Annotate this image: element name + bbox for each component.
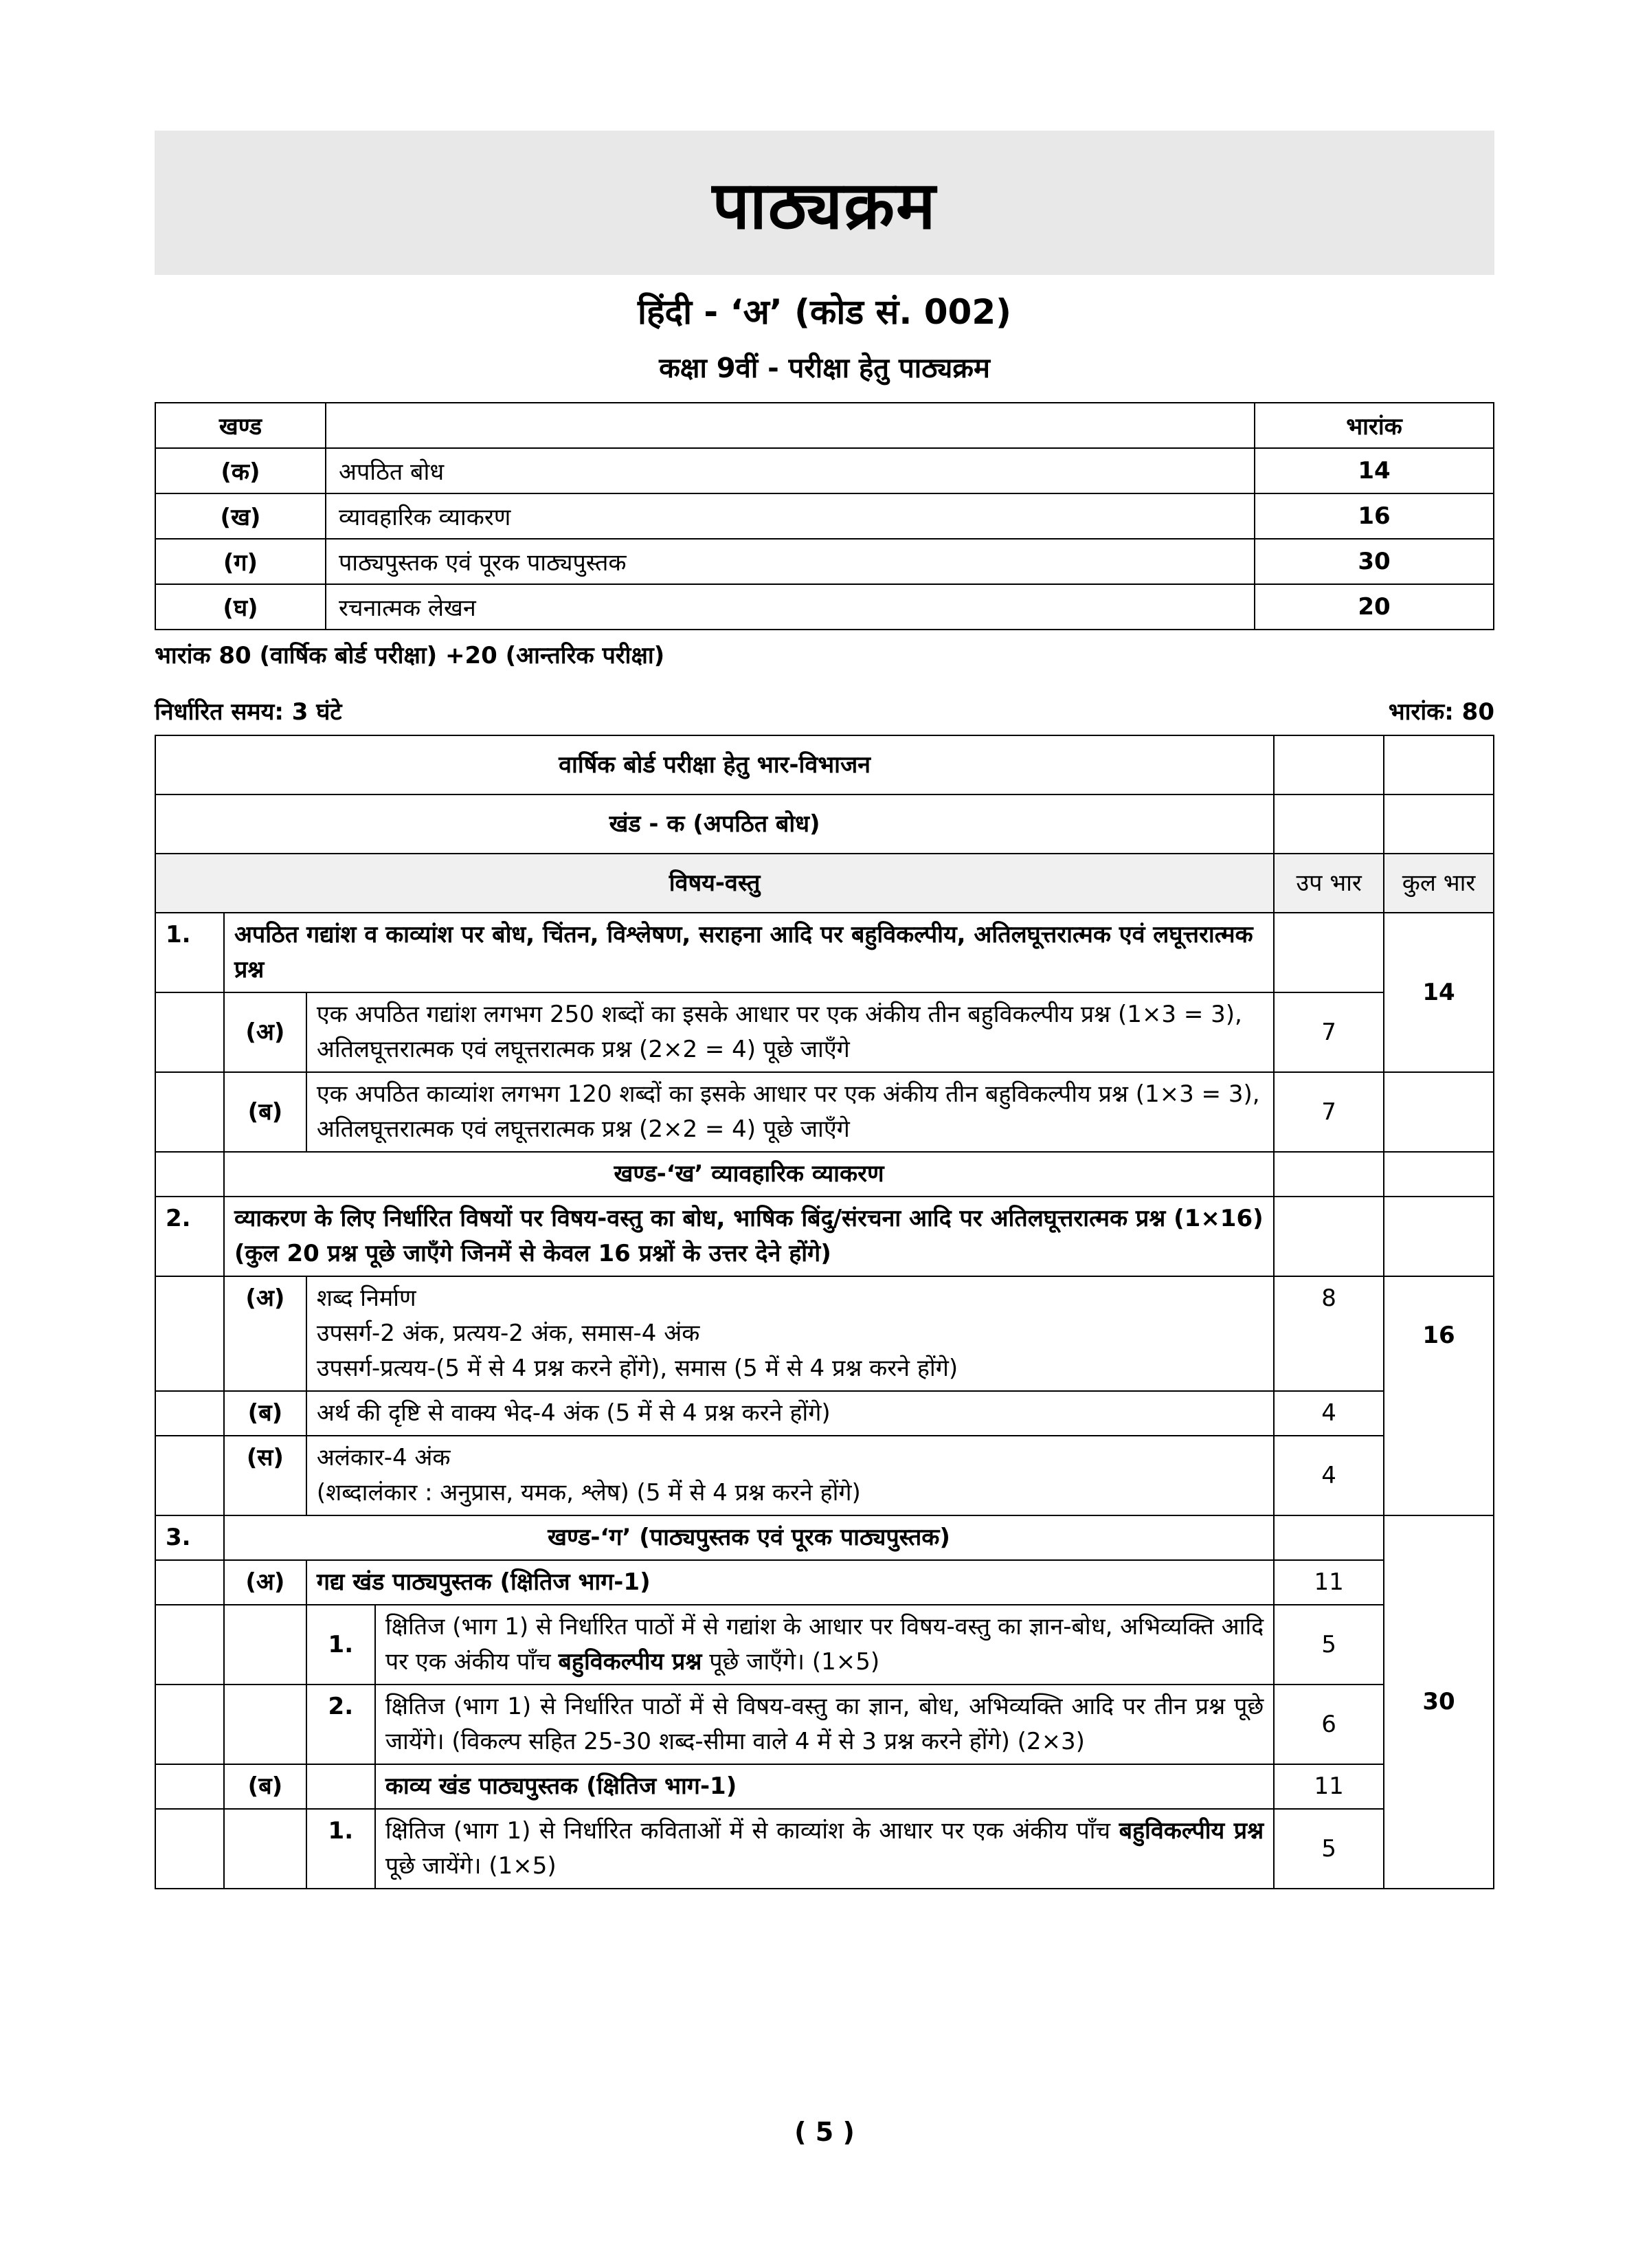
table-row [155,584,1494,630]
question-number: 2. [155,1197,224,1276]
item-text: क्षितिज (भाग 1) से निर्धारित पाठों में से विषय-वस्तु का ज्ञान, बोध, अभिव्यक्ति आदि पर तीन प्रश्न पूछे जायेंगे। (विकल्प सहित 25-30 शब्द-सीमा वाले 4 में से 3 प्रश्न करने होंगे) (2×3) [375,1685,1274,1764]
document-page [155,131,1494,1889]
item-marks: 5 [1274,1605,1384,1685]
col-marks: भारांक [1255,403,1494,448]
sub-text [306,1436,1274,1515]
summary-header-row [155,403,1494,448]
section-marks: 14 [1255,448,1494,493]
sub-text: अर्थ की दृष्टि से वाक्य भेद-4 अंक (5 में से 4 प्रश्न करने होंगे) [306,1391,1274,1436]
total-marks: 30 [1384,1515,1494,1889]
table-row [155,493,1494,539]
sub-marks: 11 [1274,1764,1384,1809]
item-text: क्षितिज (भाग 1) से निर्धारित पाठों में से गद्यांश के आधार पर विषय-वस्तु का ज्ञान-बोध, अभिव्यक्ति आदि पर एक अंकीय पाँच बहुविकल्पीय प्रश्न पूछे जाएँगे। (1×5) [375,1605,1274,1685]
table-row [155,913,1494,992]
section-marks: 20 [1255,584,1494,630]
table-row [155,1152,1494,1197]
col-topic [326,403,1255,448]
sub-heading: काव्य खंड पाठ्यपुस्तक (क्षितिज भाग-1) [375,1764,1274,1809]
sub-marks: 7 [1274,992,1384,1072]
section-label: (ग) [155,539,326,584]
section-a-heading: खंड - क (अपठित बोध) [155,794,1274,854]
sub-marks: 8 [1274,1276,1384,1391]
table-row [155,448,1494,493]
sub-label: (अ) [224,1560,306,1605]
table-row [155,735,1494,794]
table-row [155,1685,1494,1764]
class-line: कक्षा 9वीं - परीक्षा हेतु पाठ्यक्रम [659,353,990,384]
distribution-table [155,735,1494,1889]
sub-label: (स) [224,1436,306,1515]
sub-text-line: उपसर्ग-2 अंक, प्रत्यय-2 अंक, समास-4 अंक [316,1320,700,1347]
col-sub-marks: उप भार [1274,854,1384,913]
time-marks-line [155,695,1494,726]
table-row [155,1764,1494,1809]
sub-marks: 4 [1274,1391,1384,1436]
sub-text-line: (शब्दालंकार : अनुप्रास, यमक, श्लेष) (5 में से 4 प्रश्न करने होंगे) [316,1479,861,1507]
table-row [155,1809,1494,1889]
item-marks: 5 [1274,1809,1384,1889]
sub-marks: 4 [1274,1436,1384,1515]
title-banner [155,131,1494,275]
item-marks: 6 [1274,1685,1384,1764]
section-label: (घ) [155,584,326,630]
distribution-title: वार्षिक बोर्ड परीक्षा हेतु भार-विभाजन [155,735,1274,794]
section-b-heading: खण्ड-‘ख’ व्यावहारिक व्याकरण [224,1152,1274,1197]
sub-text-line: अलंकार-4 अंक [316,1444,451,1471]
page-number: ( 5 ) [794,2117,855,2147]
section-marks: 30 [1255,539,1494,584]
page-title: पाठ्यक्रम [712,166,937,244]
sub-text: एक अपठित गद्यांश लगभग 250 शब्दों का इसके आधार पर एक अंकीय तीन बहुविकल्पीय प्रश्न (1×3 = 3), अतिलघूत्तरात्मक एवं लघूत्तरात्मक प्रश्न (2×2 = 4) पूछे जाएँगे [306,992,1274,1072]
max-marks: भारांक: 80 [1388,698,1494,726]
section-label: (ख) [155,493,326,539]
question-number: 3. [155,1515,224,1560]
col-total-marks: कुल भार [1384,854,1494,913]
total-marks: 16 [1384,1276,1494,1515]
section-topic: अपठित बोध [326,448,1255,493]
sub-label: (अ) [224,992,306,1072]
table-row [155,539,1494,584]
subject-code: हिंदी - ‘अ’ (कोड सं. 002) [638,292,1011,332]
sub-text [306,1276,1274,1391]
time-allotted: निर्धारित समय: 3 घंटे [155,698,342,726]
sub-text: एक अपठित काव्यांश लगभग 120 शब्दों का इसके आधार पर एक अंकीय तीन बहुविकल्पीय प्रश्न (1×3 = 3), अतिलघूत्तरात्मक एवं लघूत्तरात्मक प्रश्न (2×2 = 4) पूछे जाएँगे [306,1072,1274,1152]
item-number: 1. [306,1605,375,1685]
section-topic: रचनात्मक लेखन [326,584,1255,630]
table-row [155,1197,1494,1276]
table-row [155,1391,1494,1436]
sub-marks: 7 [1274,1072,1384,1152]
table-row [155,1605,1494,1685]
summary-table [155,402,1494,630]
table-header-row [155,854,1494,913]
table-row [155,794,1494,854]
question-text [224,1197,1274,1276]
table-row [155,1072,1494,1152]
section-topic: पाठ्यपुस्तक एवं पूरक पाठ्यपुस्तक [326,539,1255,584]
total-marks: 14 [1384,913,1494,1072]
item-number: 2. [306,1685,375,1764]
item-number: 1. [306,1809,375,1889]
table-row [155,1560,1494,1605]
sub-text-line: शब्द निर्माण [316,1285,416,1312]
table-row [155,1276,1494,1391]
sub-heading: गद्य खंड पाठ्यपुस्तक (क्षितिज भाग-1) [306,1560,1274,1605]
sub-label: (ब) [224,1764,306,1809]
question-number: 1. [155,913,224,992]
table-row [155,992,1494,1072]
section-c-heading: खण्ड-‘ग’ (पाठ्यपुस्तक एवं पूरक पाठ्यपुस्तक) [224,1515,1274,1560]
col-section: खण्ड [155,403,326,448]
sub-label: (अ) [224,1276,306,1391]
marks-note: भारांक 80 (वार्षिक बोर्ड परीक्षा) +20 (आन्तरिक परीक्षा) [155,642,665,669]
table-row [155,1436,1494,1515]
section-marks: 16 [1255,493,1494,539]
section-label: (क) [155,448,326,493]
question-text: अपठित गद्यांश व काव्यांश पर बोध, चिंतन, विश्लेषण, सराहना आदि पर बहुविकल्पीय, अतिलघूत्तरात्मक एवं लघूत्तरात्मक प्रश्न [224,913,1274,992]
sub-marks: 11 [1274,1560,1384,1605]
question-note: (कुल 20 प्रश्न पूछे जाएँगे जिनमें से केवल 16 प्रश्नों के उत्तर देने होंगे) [234,1240,831,1267]
sub-label: (ब) [224,1391,306,1436]
table-row [155,1515,1494,1560]
col-content: विषय-वस्तु [155,854,1274,913]
sub-text-line: उपसर्ग-प्रत्यय-(5 में से 4 प्रश्न करने होंगे), समास (5 में से 4 प्रश्न करने होंगे) [316,1355,958,1382]
item-text: क्षितिज (भाग 1) से निर्धारित कविताओं में से काव्यांश के आधार पर एक अंकीय पाँच बहुविकल्पीय प्रश्न पूछे जायेंगे। (1×5) [375,1809,1274,1889]
section-topic: व्यावहारिक व्याकरण [326,493,1255,539]
question-text-line: व्याकरण के लिए निर्धारित विषयों पर विषय-वस्तु का बोध, भाषिक बिंदु/संरचना आदि पर अतिलघूत्तरात्मक प्रश्न (1×16) [234,1205,1264,1232]
sub-label: (ब) [224,1072,306,1152]
